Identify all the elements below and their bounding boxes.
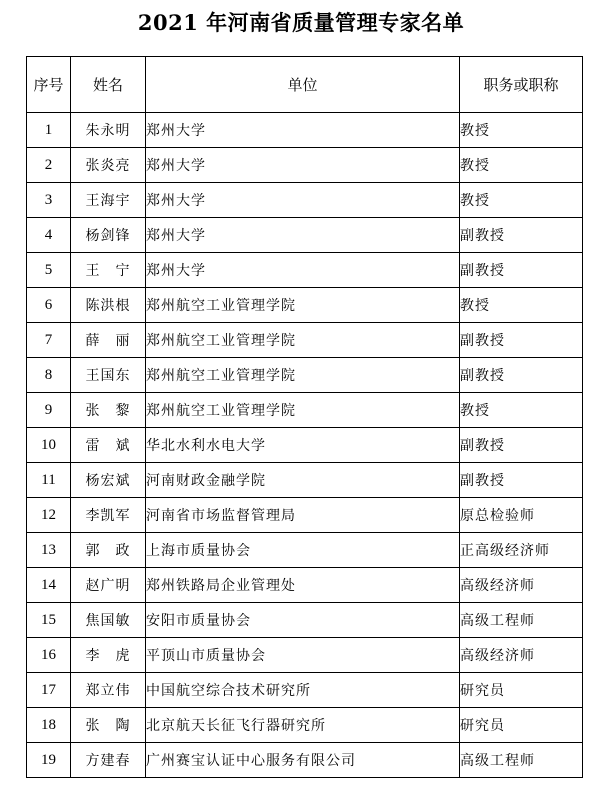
cell-title: 副教授 bbox=[460, 463, 583, 498]
table-row bbox=[27, 498, 583, 533]
cell-unit: 河南财政金融学院 bbox=[146, 463, 460, 498]
table-row bbox=[27, 323, 583, 358]
cell-title: 教授 bbox=[460, 288, 583, 323]
cell-name: 郑立伟 bbox=[71, 673, 146, 708]
cell-name: 方建春 bbox=[71, 743, 146, 778]
table-row bbox=[27, 183, 583, 218]
cell-name: 王海宇 bbox=[71, 183, 146, 218]
table-row bbox=[27, 533, 583, 568]
cell-unit: 北京航天长征飞行器研究所 bbox=[146, 708, 460, 743]
cell-title: 高级经济师 bbox=[460, 638, 583, 673]
header-no: 序号 bbox=[27, 57, 71, 113]
table-row bbox=[27, 428, 583, 463]
cell-title: 研究员 bbox=[460, 708, 583, 743]
cell-name: 李 虎 bbox=[71, 638, 146, 673]
table-row bbox=[27, 358, 583, 393]
cell-name: 赵广明 bbox=[71, 568, 146, 603]
header-name: 姓名 bbox=[71, 57, 146, 113]
cell-name: 焦国敏 bbox=[71, 603, 146, 638]
cell-unit: 郑州航空工业管理学院 bbox=[146, 358, 460, 393]
cell-unit: 中国航空综合技术研究所 bbox=[146, 673, 460, 708]
header-title: 职务或职称 bbox=[460, 57, 583, 113]
document-title: 2021 年河南省质量管理专家名单 bbox=[137, 10, 465, 35]
cell-name: 陈洪根 bbox=[71, 288, 146, 323]
cell-title: 副教授 bbox=[460, 218, 583, 253]
cell-name: 杨剑锋 bbox=[71, 218, 146, 253]
cell-title: 正高级经济师 bbox=[460, 533, 583, 568]
table-row bbox=[27, 393, 583, 428]
cell-unit: 郑州大学 bbox=[146, 218, 460, 253]
cell-unit: 上海市质量协会 bbox=[146, 533, 460, 568]
table-row bbox=[27, 463, 583, 498]
table-row bbox=[27, 603, 583, 638]
cell-unit: 郑州航空工业管理学院 bbox=[146, 393, 460, 428]
table-header-row bbox=[27, 57, 583, 113]
table-body bbox=[27, 113, 583, 778]
cell-no: 19 bbox=[27, 743, 71, 778]
table-row bbox=[27, 113, 583, 148]
cell-title: 教授 bbox=[460, 183, 583, 218]
table-row bbox=[27, 253, 583, 288]
cell-title: 副教授 bbox=[460, 253, 583, 288]
cell-no: 10 bbox=[27, 428, 71, 463]
cell-title: 副教授 bbox=[460, 428, 583, 463]
cell-no: 4 bbox=[27, 218, 71, 253]
cell-unit: 郑州航空工业管理学院 bbox=[146, 323, 460, 358]
cell-unit: 郑州大学 bbox=[146, 253, 460, 288]
cell-name: 张 黎 bbox=[71, 393, 146, 428]
cell-unit: 华北水利水电大学 bbox=[146, 428, 460, 463]
cell-no: 7 bbox=[27, 323, 71, 358]
cell-no: 12 bbox=[27, 498, 71, 533]
cell-no: 3 bbox=[27, 183, 71, 218]
cell-title: 高级经济师 bbox=[460, 568, 583, 603]
table-row bbox=[27, 673, 583, 708]
cell-name: 王 宁 bbox=[71, 253, 146, 288]
cell-name: 薛 丽 bbox=[71, 323, 146, 358]
cell-title: 高级工程师 bbox=[460, 603, 583, 638]
cell-name: 杨宏斌 bbox=[71, 463, 146, 498]
cell-unit: 平顶山市质量协会 bbox=[146, 638, 460, 673]
cell-no: 8 bbox=[27, 358, 71, 393]
cell-unit: 郑州大学 bbox=[146, 183, 460, 218]
cell-unit: 河南省市场监督管理局 bbox=[146, 498, 460, 533]
table-row bbox=[27, 288, 583, 323]
cell-title: 研究员 bbox=[460, 673, 583, 708]
cell-no: 17 bbox=[27, 673, 71, 708]
cell-no: 9 bbox=[27, 393, 71, 428]
table-row bbox=[27, 743, 583, 778]
cell-no: 6 bbox=[27, 288, 71, 323]
cell-unit: 广州赛宝认证中心服务有限公司 bbox=[146, 743, 460, 778]
cell-name: 王国东 bbox=[71, 358, 146, 393]
cell-no: 1 bbox=[27, 113, 71, 148]
cell-title: 副教授 bbox=[460, 323, 583, 358]
cell-title: 教授 bbox=[460, 113, 583, 148]
cell-name: 雷 斌 bbox=[71, 428, 146, 463]
cell-title: 副教授 bbox=[460, 358, 583, 393]
cell-unit: 郑州铁路局企业管理处 bbox=[146, 568, 460, 603]
table-row bbox=[27, 218, 583, 253]
table-row bbox=[27, 568, 583, 603]
cell-name: 张 陶 bbox=[71, 708, 146, 743]
cell-title: 高级工程师 bbox=[460, 743, 583, 778]
cell-no: 5 bbox=[27, 253, 71, 288]
cell-title: 教授 bbox=[460, 148, 583, 183]
cell-no: 11 bbox=[27, 463, 71, 498]
header-unit: 单位 bbox=[146, 57, 460, 113]
cell-no: 2 bbox=[27, 148, 71, 183]
cell-no: 15 bbox=[27, 603, 71, 638]
cell-name: 张炎亮 bbox=[71, 148, 146, 183]
expert-table bbox=[26, 56, 583, 778]
cell-no: 14 bbox=[27, 568, 71, 603]
cell-name: 朱永明 bbox=[71, 113, 146, 148]
table-row bbox=[27, 638, 583, 673]
table-row bbox=[27, 708, 583, 743]
cell-unit: 安阳市质量协会 bbox=[146, 603, 460, 638]
table-row bbox=[27, 148, 583, 183]
cell-unit: 郑州航空工业管理学院 bbox=[146, 288, 460, 323]
cell-title: 原总检验师 bbox=[460, 498, 583, 533]
cell-unit: 郑州大学 bbox=[146, 113, 460, 148]
cell-name: 李凯军 bbox=[71, 498, 146, 533]
cell-no: 18 bbox=[27, 708, 71, 743]
cell-title: 教授 bbox=[460, 393, 583, 428]
cell-no: 16 bbox=[27, 638, 71, 673]
cell-unit: 郑州大学 bbox=[146, 148, 460, 183]
cell-name: 郭 政 bbox=[71, 533, 146, 568]
cell-no: 13 bbox=[27, 533, 71, 568]
